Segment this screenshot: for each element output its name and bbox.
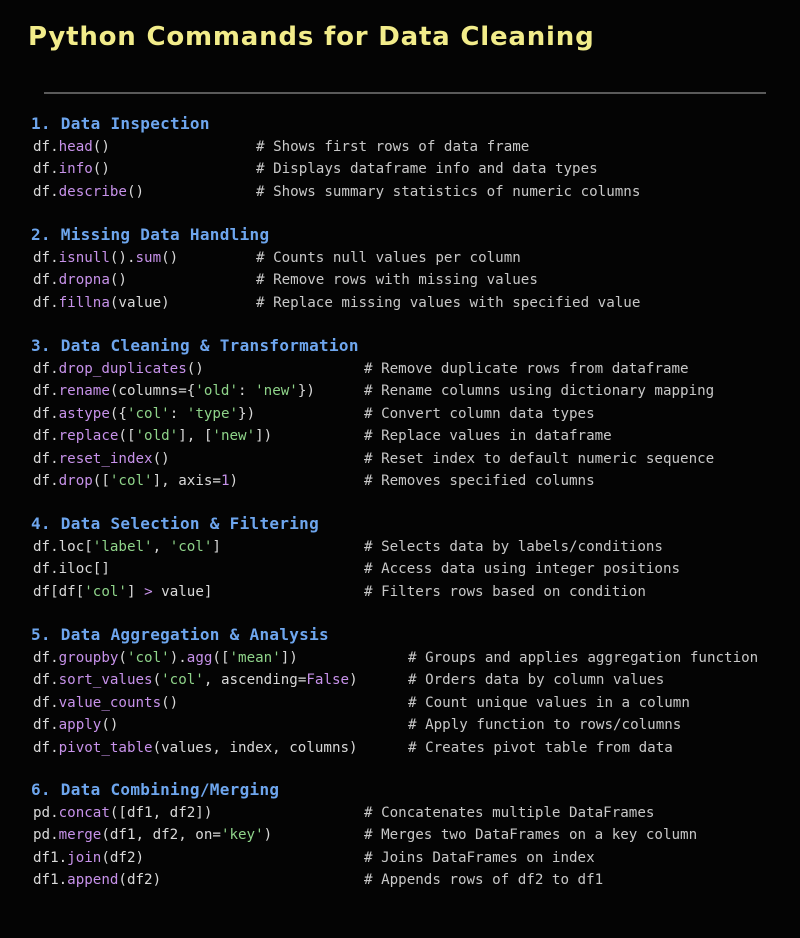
code-token: ().: [109, 250, 136, 266]
code-comment: # Groups and applies aggregation function: [408, 650, 759, 666]
code-token: value_counts: [58, 694, 162, 711]
code-comment: # Replace values in dataframe: [364, 428, 612, 445]
command-row: [31, 403, 595, 425]
code-token: ): [263, 827, 273, 844]
code-token: pd.: [33, 805, 59, 821]
code-token: pivot_table: [58, 739, 153, 756]
code-comment: # Displays dataframe info and data types: [256, 161, 598, 178]
command-row: [31, 581, 646, 603]
title-divider: [44, 92, 766, 94]
code-token: 'old': [195, 383, 239, 400]
code-comment: # Replace missing values with specified value: [256, 294, 641, 311]
code-token: (): [126, 183, 145, 200]
code-token: df1.: [33, 872, 68, 889]
code-comment: # Orders data by column values: [408, 672, 665, 689]
code-comment: # Remove rows with missing values: [256, 272, 538, 289]
section-missing-data-handling: [31, 223, 641, 314]
code-token: agg: [186, 650, 213, 666]
code-token: drop: [58, 472, 93, 489]
code-token: fillna: [58, 294, 110, 311]
code-token: (): [92, 139, 110, 155]
code-token: (: [118, 650, 127, 666]
code-comment: # Creates pivot table from data: [408, 739, 673, 756]
code-token: (): [161, 694, 179, 711]
code-comment: # Shows summary statistics of numeric columns: [256, 183, 641, 200]
code-token: ([df1, df2]): [109, 805, 213, 821]
code-comment: # Convert column data types: [364, 405, 595, 422]
code-snippet: [33, 824, 272, 846]
section-heading: 6. Data Combining/Merging: [31, 780, 280, 799]
command-row: [31, 869, 604, 891]
code-token: (df1, df2, on=: [101, 827, 221, 844]
code-comment: # Remove duplicate rows from dataframe: [364, 361, 689, 377]
code-comment: # Filters rows based on condition: [364, 583, 646, 600]
section-data-combining-merging: [31, 778, 698, 892]
command-row: [31, 737, 673, 759]
code-snippet: [33, 358, 204, 380]
section-heading: 2. Missing Data Handling: [31, 225, 270, 244]
code-token: append: [67, 872, 119, 889]
code-token: rename: [58, 383, 110, 400]
code-token: (): [161, 250, 179, 266]
command-row: [31, 824, 698, 846]
code-token: df.: [33, 739, 59, 756]
code-comment: # Removes specified columns: [364, 472, 595, 489]
section-heading: 5. Data Aggregation & Analysis: [31, 625, 329, 644]
command-row: [31, 647, 759, 669]
code-token: drop_duplicates: [58, 361, 187, 377]
code-token: df.: [33, 717, 59, 734]
code-token: sum: [135, 250, 162, 266]
code-token: (df2): [118, 872, 162, 889]
code-snippet: [33, 403, 255, 425]
code-snippet: [33, 802, 212, 824]
code-token: (values, index, columns): [152, 739, 358, 756]
code-token: }): [297, 383, 315, 400]
code-snippet: [33, 380, 315, 402]
command-row: [31, 448, 715, 470]
code-token: 'new': [255, 383, 298, 400]
code-snippet: [33, 292, 170, 314]
section-heading: 3. Data Cleaning & Transformation: [31, 336, 359, 355]
code-token: False: [306, 672, 350, 689]
code-token: (columns={: [109, 383, 196, 400]
section-heading: 4. Data Selection & Filtering: [31, 514, 320, 533]
code-token: df.: [33, 405, 59, 422]
code-token: pd.: [33, 827, 59, 844]
code-token: df.iloc[]: [33, 561, 110, 578]
command-row: [31, 669, 665, 691]
code-snippet: [33, 581, 212, 603]
code-token: 'col': [126, 405, 170, 422]
command-row: [31, 181, 641, 203]
code-token: info: [58, 161, 93, 178]
code-token: 'type': [186, 405, 239, 422]
code-token: ]): [255, 428, 273, 445]
code-token: join: [67, 849, 102, 866]
code-token: df.: [33, 161, 59, 178]
code-snippet: [33, 869, 161, 891]
code-token: head: [58, 139, 93, 155]
code-token: df.: [33, 450, 59, 467]
code-token: df.: [33, 694, 59, 711]
code-snippet: [33, 269, 127, 291]
code-token: ).: [169, 650, 187, 666]
command-row: [31, 470, 595, 492]
code-token: :: [169, 405, 187, 422]
code-token: ]): [280, 650, 298, 666]
code-token: ], axis=: [152, 472, 221, 489]
command-row: [31, 136, 530, 158]
section-data-cleaning-transformation: [31, 334, 715, 492]
code-token: (): [101, 717, 119, 734]
code-comment: # Appends rows of df2 to df1: [364, 872, 604, 889]
code-comment: # Apply function to rows/columns: [408, 717, 682, 734]
code-token: ]: [212, 539, 221, 555]
code-token: 'label': [92, 539, 153, 555]
code-snippet: [33, 448, 170, 470]
code-comment: # Reset index to default numeric sequence: [364, 450, 715, 467]
code-snippet: [33, 647, 298, 669]
code-snippet: [33, 536, 221, 558]
section-data-inspection: [31, 112, 641, 203]
code-snippet: [33, 714, 118, 736]
command-row: [31, 802, 655, 824]
code-snippet: [33, 425, 272, 447]
code-token: isnull: [58, 250, 110, 266]
code-token: 'key': [220, 827, 264, 844]
command-row: [31, 269, 538, 291]
code-token: 'mean': [229, 650, 281, 666]
code-token: ({: [109, 405, 127, 422]
code-token: df.: [33, 294, 59, 311]
command-row: [31, 292, 641, 314]
page-title: Python Commands for Data Cleaning: [28, 22, 595, 52]
code-snippet: [33, 247, 178, 269]
code-token: ): [349, 672, 358, 689]
code-token: (): [152, 450, 170, 467]
command-row: [31, 558, 681, 580]
code-token: df.: [33, 472, 59, 489]
code-token: (: [152, 672, 162, 689]
code-token: 'col': [169, 539, 213, 555]
code-token: df.: [33, 672, 59, 689]
code-token: merge: [58, 827, 102, 844]
code-snippet: [33, 669, 358, 691]
code-token: (): [109, 272, 127, 289]
code-token: 'col': [84, 583, 127, 600]
code-comment: # Merges two DataFrames on a key column: [364, 827, 698, 844]
code-comment: # Concatenates multiple DataFrames: [364, 805, 655, 821]
code-token: apply: [58, 717, 102, 734]
command-row: [31, 358, 689, 380]
command-row: [31, 536, 663, 558]
command-row: [31, 380, 715, 402]
code-token: df.: [33, 272, 59, 289]
code-token: df.: [33, 361, 59, 377]
code-comment: # Selects data by labels/conditions: [364, 539, 663, 555]
section-data-aggregation-analysis: [31, 623, 759, 759]
code-token: (df2): [101, 849, 145, 866]
code-comment: # Count unique values in a column: [408, 694, 690, 711]
section-heading: 1. Data Inspection: [31, 114, 210, 133]
code-token: ]: [126, 583, 145, 600]
code-token: df.: [33, 250, 59, 266]
code-token: df.: [33, 383, 59, 400]
code-snippet: [33, 136, 110, 158]
code-token: (): [92, 161, 110, 178]
code-token: describe: [58, 183, 127, 200]
command-row: [31, 425, 612, 447]
command-row: [31, 847, 595, 869]
code-token: value]: [152, 583, 213, 600]
code-token: groupby: [58, 650, 119, 666]
command-row: [31, 692, 690, 714]
code-token: df.: [33, 650, 59, 666]
code-token: 1: [220, 472, 230, 489]
command-row: [31, 714, 682, 736]
code-token: sort_values: [58, 672, 153, 689]
code-token: astype: [58, 405, 110, 422]
code-token: ([: [92, 472, 110, 489]
code-token: , ascending=: [203, 672, 307, 689]
code-token: ([: [212, 650, 230, 666]
code-token: 'old': [135, 428, 179, 445]
command-row: [31, 158, 598, 180]
code-token: replace: [58, 428, 119, 445]
code-token: df.: [33, 139, 59, 155]
code-comment: # Counts null values per column: [256, 250, 521, 266]
code-token: 'new': [212, 428, 256, 445]
code-comment: # Rename columns using dictionary mapping: [364, 383, 715, 400]
code-snippet: [33, 692, 178, 714]
code-snippet: [33, 558, 110, 580]
code-token: (value): [109, 294, 170, 311]
code-token: ): [229, 472, 239, 489]
code-token: df[df[: [33, 583, 85, 600]
code-token: df1.: [33, 849, 68, 866]
code-token: ([: [118, 428, 136, 445]
code-comment: # Access data using integer positions: [364, 561, 681, 578]
code-token: df.loc[: [33, 539, 93, 555]
code-token: >: [144, 583, 153, 600]
code-token: 'col': [109, 472, 153, 489]
code-snippet: [33, 847, 144, 869]
code-token: reset_index: [58, 450, 153, 467]
code-token: :: [238, 383, 256, 400]
code-token: ,: [152, 539, 170, 555]
code-token: df.: [33, 428, 59, 445]
code-token: df.: [33, 183, 59, 200]
code-snippet: [33, 737, 358, 759]
code-comment: # Joins DataFrames on index: [364, 849, 595, 866]
command-row: [31, 247, 521, 269]
code-token: }): [238, 405, 256, 422]
code-token: 'col': [161, 672, 204, 689]
code-snippet: [33, 181, 144, 203]
code-token: 'col': [126, 650, 170, 666]
code-snippet: [33, 158, 110, 180]
code-snippet: [33, 470, 238, 492]
code-token: dropna: [58, 272, 110, 289]
code-token: ], [: [178, 428, 213, 445]
code-comment: # Shows first rows of data frame: [256, 139, 530, 155]
section-data-selection-filtering: [31, 512, 681, 603]
code-token: concat: [58, 805, 110, 821]
code-token: (): [186, 361, 204, 377]
